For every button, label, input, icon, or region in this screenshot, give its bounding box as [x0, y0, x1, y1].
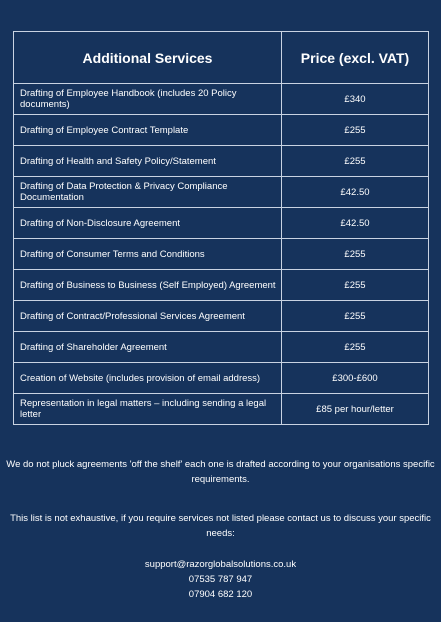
table-row [14, 208, 429, 239]
notice-text: We do not pluck agreements 'off the shelf' each one is drafted according to your organisations specific requirements. [6, 459, 435, 485]
service-price: £85 per hour/letter [282, 394, 429, 425]
service-name: Drafting of Non-Disclosure Agreement [14, 208, 282, 239]
service-price: £42.50 [282, 208, 429, 239]
service-name: Drafting of Employee Handbook (includes 20 Policy documents) [14, 84, 282, 115]
table-row [14, 84, 429, 115]
contact-details [0, 557, 441, 602]
contact-email: support@razorglobalsolutions.co.uk [144, 559, 297, 570]
service-name: Drafting of Business to Business (Self Employed) Agreement [14, 270, 282, 301]
table-row [14, 301, 429, 332]
service-price: £340 [282, 84, 429, 115]
service-name: Drafting of Contract/Professional Services Agreement [14, 301, 282, 332]
service-name: Drafting of Data Protection & Privacy Compliance Documentation [14, 177, 282, 208]
table-row [14, 332, 429, 363]
header-service: Additional Services [14, 32, 282, 84]
table-row [14, 363, 429, 394]
services-price-table [13, 31, 429, 425]
service-price: £300-£600 [282, 363, 429, 394]
notice-text: This list is not exhaustive, if you require services not listed please contact us to discuss your specific needs: [10, 513, 431, 539]
service-name: Drafting of Shareholder Agreement [14, 332, 282, 363]
service-price: £255 [282, 239, 429, 270]
table-header-row [14, 32, 429, 84]
header-price: Price (excl. VAT) [282, 32, 429, 84]
not-exhaustive-notice [0, 511, 441, 541]
service-name: Creation of Website (includes provision of email address) [14, 363, 282, 394]
service-name: Drafting of Employee Contract Template [14, 115, 282, 146]
table-row [14, 177, 429, 208]
table-row [14, 146, 429, 177]
service-name: Drafting of Health and Safety Policy/Statement [14, 146, 282, 177]
service-name: Representation in legal matters – including sending a legal letter [14, 394, 282, 425]
contact-phone-2: 07904 682 120 [188, 589, 253, 600]
table-row [14, 394, 429, 425]
service-price: £255 [282, 115, 429, 146]
service-price: £255 [282, 332, 429, 363]
service-price: £255 [282, 146, 429, 177]
table-row [14, 115, 429, 146]
service-name: Drafting of Consumer Terms and Conditions [14, 239, 282, 270]
table-row [14, 270, 429, 301]
contact-phone-1: 07535 787 947 [188, 574, 253, 585]
service-price: £42.50 [282, 177, 429, 208]
service-price: £255 [282, 301, 429, 332]
service-price: £255 [282, 270, 429, 301]
table-row [14, 239, 429, 270]
bespoke-drafting-notice [0, 457, 441, 487]
